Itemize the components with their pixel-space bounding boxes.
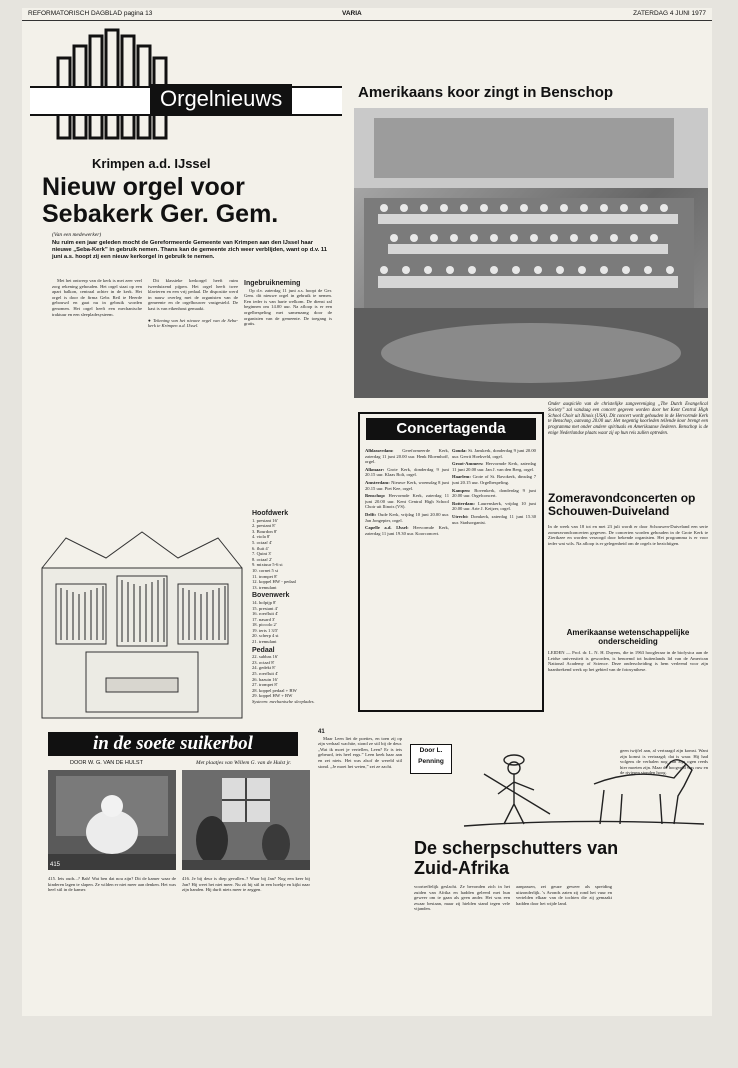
agenda-entry <box>452 461 536 472</box>
serial-column <box>318 730 402 1006</box>
concertagenda-box <box>358 412 544 712</box>
agenda-entry <box>452 501 536 512</box>
hoofdwerk-title: Hoofdwerk <box>252 510 289 517</box>
suikerbol-author: DOOR W. G. VAN DE HULST <box>70 760 143 766</box>
stop-item: 2. prestant 8' <box>252 523 276 529</box>
agenda-entry <box>452 474 536 485</box>
agenda-entry <box>452 514 536 525</box>
stop-item: 13. tremulant <box>252 584 277 590</box>
suikerbol-illus: Met plaatjes van Willem G. van de Hulst jr. <box>196 760 292 766</box>
stop-item: 24. gedekt 8' <box>252 665 276 671</box>
stop-item: 19. terts 1 3/5' <box>252 627 279 633</box>
agenda-place: Alblasserdam: <box>365 448 403 453</box>
agenda-entry <box>365 512 449 523</box>
orgelnieuws-logo <box>30 26 342 150</box>
concertagenda-column-2 <box>452 448 536 704</box>
stop-item: 10. cornet 5 st <box>252 567 279 573</box>
agenda-place: Amsterdam: <box>365 479 392 485</box>
organ-drawing <box>36 528 248 724</box>
concertagenda-title: Concertagenda <box>366 418 536 440</box>
stop-item: 23. octaaf 8' <box>252 659 275 665</box>
dispositie-list <box>252 508 332 720</box>
agenda-details: St. Janskerk, donderdag 9 juni 20.00 uur. Gerrit Hoekveld, orgel. <box>452 448 536 459</box>
stop-item: 1. prestant 16' <box>252 517 278 523</box>
agenda-details: Gereformeerde Kerk, zaterdag 11 juni 20.00 uur. Henk Bloemhoff, orgel. <box>365 448 449 465</box>
agenda-entry <box>365 467 449 478</box>
ingebruikneming-text: Op d.v. zaterdag 11 juni a.s. hoopt de Ger. Gem. dit nieuwe orgel in gebruik te nemen. Een ieder is van harte welkom. De dienst zal beginnen om 14.00 uur. Na afloop is er een orgelbespeling met samenzang door de organisten van de gemeente. De toegang is gratis. <box>244 287 332 327</box>
stop-item: 9. mixtuur 5-6 st <box>252 562 283 568</box>
stop-item: 3. Bourdon 8' <box>252 528 277 534</box>
agenda-place: Capelle a.d. IJssel: <box>365 525 414 531</box>
bullet-icon: ● <box>148 317 154 323</box>
serial-number: 41 <box>318 729 325 735</box>
agenda-place: Utrecht: <box>452 513 471 519</box>
agenda-details: Bovenkerk, donderdag 9 juni 20.00 uur. Orgelconcert. <box>452 487 536 499</box>
picture-number: 415 <box>50 862 61 868</box>
agenda-place: Haarlem: <box>452 474 473 480</box>
stop-item: 5. octaaf 4' <box>252 539 273 545</box>
orgel-headline: Nieuw orgel voor Sebakerk Ger. Gem. <box>42 173 279 228</box>
orgel-drawing-caption <box>148 318 238 329</box>
agenda-details: Laurenskerk, vrijdag 10 juni 20.00 uur. Arie J. Keijzer, orgel. <box>452 500 536 512</box>
issue-date: ZATERDAG 4 JUNI 1977 <box>633 10 706 17</box>
agenda-entry <box>365 493 449 510</box>
stop-item: 8. octaaf 2' <box>252 556 273 562</box>
agenda-place: Rotterdam: <box>452 500 479 506</box>
agenda-place: Alkmaar: <box>365 466 388 472</box>
dispositie-note: Systeem: mechanische sleeplades. <box>252 699 315 704</box>
paper-name: REFORMATORISCH DAGBLAD pagina 13 <box>28 10 153 17</box>
hoofdwerk-stops <box>252 518 332 591</box>
stop-item: 14. holpijp 8' <box>252 599 277 605</box>
zomer-text: In de week van 18 tot en met 23 juli wordt er door Schouwen-Duiveland een serie zomeravondconcerten gegeven. De concerten worden gehouden in de Grote Kerk te Zierikzee en worden verzorgd door bekende organisten. Het programma is er voor ieder wat wils. Na afloop is er gelegenheid om de orgels te bezichtigen. <box>548 524 708 546</box>
stop-item: 16. roerfluit 4' <box>252 611 279 617</box>
agenda-place: Benschop: <box>365 493 389 499</box>
badge-top: Door L. <box>419 747 443 754</box>
masthead <box>22 8 712 21</box>
agenda-entry <box>365 448 449 465</box>
agenda-details: Domkerk, zaterdag 11 juni 15.30 uur. Stadsorganist. <box>452 513 536 525</box>
choir-photo-image <box>354 108 708 398</box>
orgel-column-1 <box>52 278 142 508</box>
stop-item: 26. bazuin 16' <box>252 676 278 682</box>
agenda-entry <box>365 480 449 491</box>
window-figures-illustration <box>182 770 310 870</box>
wetenschap-headline: Amerikaanse wetenschappelijke onderscheiding <box>566 628 690 646</box>
newspaper-page <box>22 8 712 1016</box>
orgel-column-2 <box>148 278 238 508</box>
orgel-col2-text: Dit klassieke kerkorgel heeft ruim tweeduizend pijpen. Het orgel heeft twee klavieren en een vrij pedaal. De dispositie werd in nauw overleg met de organisten van de gemeente en de orgelbouwer vastgesteld. De kast is van eikenhout gemaakt. <box>148 278 238 311</box>
stop-item: 21. tremulant <box>252 639 277 645</box>
suikerbol-column-2: 416. Je bij deur is diep gevallen..? Waar bij Jan? Nog een keer bij Jan? Hij weet het niet meer. Nu zit hij stil in een hoekje en kijkt naar zijn handen. Hij durft niets meer te zeggen. <box>182 876 310 893</box>
stop-item: 27. trompet 8' <box>252 682 278 688</box>
badge-name: Penning <box>418 758 444 765</box>
agenda-entry <box>365 525 449 536</box>
orgel-intro: Nu ruim een jaar geleden mocht de Gereformeerde Gemeente van Krimpen aan den IJssel haar nieuwe „Seba-Kerk” in gebruik nemen. Thans kan de gemeente zich weer verblijden, want op d.v. 11 juni a.s. hoopt zij een nieuw kerkorgel in gebruik te nemen. <box>52 240 328 260</box>
organ-drawing-icon <box>36 528 248 724</box>
bovenwerk-stops <box>252 600 332 645</box>
agenda-place: Delft: <box>365 511 378 517</box>
stop-item: 4. viola 8' <box>252 534 271 540</box>
stop-item: 11. trompet 8' <box>252 573 278 579</box>
pedaal-stops <box>252 654 332 699</box>
suikerbol-picture-1 <box>48 770 176 870</box>
stop-item: 7. Quint 3' <box>252 551 272 557</box>
zomer-headline: Zomeravondconcerten op Schouwen-Duiveland <box>548 491 696 518</box>
suikerbol-picture-2 <box>182 770 310 870</box>
orgel-col1-text: Met het ontwerp van de kerk is met zeer veel zorg rekening gehouden. Het orgel staat op een apart balkon, centraal achter in de kerk. Het orgel is door de firma Gebr. Reil te Heerde gebouwd en gaat nu in gebruik worden genomen. Het orgel heeft een mechanische traktuur en een sleepladesysteem. <box>52 278 142 317</box>
orgel-column-3 <box>244 278 332 508</box>
agenda-place: Groot-Ammers: <box>452 461 486 467</box>
koor-caption: Onder auspiciën van de christelijke zangvereniging „The Dutch Evangelical Society” zal vandaag een concert gegeven worden door het Kent Central High School Choir uit Ilinois (USA). Dit concert wordt gehouden in de Hervormde Kerk te Benschop, aanvang 20.00 uur. Het negentig koorleden tellende koor brengt een programma met onder andere spirituals en Amerikaanse liederen. Benschop is de enige Nederlandse plaats waar zij op hun reis zullen optreden. <box>548 402 708 436</box>
agenda-details: Hervormde Kerk, zaterdag 11 juni 20.00 uur. Kent Central High School Choir uit Ilinois (VS). <box>365 493 449 510</box>
agenda-details: Oude Kerk, vrijdag 10 juni 20.00 uur. Jan Jongepier, orgel. <box>365 511 449 523</box>
agenda-details: Nieuwe Kerk, woensdag 8 juni 20.15 uur. Piet Kee, orgel. <box>365 479 449 491</box>
caption-text: Tekening van het nieuwe orgel van de Seba-kerk te Krimpen a.d. IJssel. <box>148 317 238 329</box>
agenda-details: Hervormde Kerk, zaterdag 11 juni 19.30 uur. Koorconcert. <box>365 525 449 536</box>
agenda-place: Kampen: <box>452 487 475 493</box>
stop-item: 17. nasard 3' <box>252 616 276 622</box>
scherpschutters-column-3: geen twijfel aan, al vertraagd zijn komst. Want zijn komst is vertraagd; dat is waar. Hij had volgens de verhalen nog van zijn ogen reeds hier moeten zijn. Maar de hoogveld was ruw en de rivieren stonden hoog. <box>620 748 708 776</box>
agenda-entry <box>452 448 536 459</box>
ingebruikneming-title: Ingebruikneming <box>244 280 301 287</box>
stop-item: 6. fluit 4' <box>252 545 269 551</box>
suikerbol-column-1: 415. Iets ouds...? Bah! Wat ben dat nou zijn? Dit de kamer waar de kinderen lagen te slapen. Ze wilden er niet meer aan denken. Het was heel stil in de kamer. <box>48 876 176 893</box>
orgel-kicker: Krimpen a.d. IJssel <box>92 156 211 171</box>
author-badge <box>410 744 452 774</box>
agenda-details: Hervormde Kerk, zaterdag 11 juni 20.00 uur. Jan J. van den Berg, orgel. <box>452 461 536 472</box>
suikerbol-banner: in de soete suikerbol <box>48 732 298 756</box>
koor-photo <box>354 108 708 398</box>
pedaal-title: Pedaal <box>252 646 275 654</box>
stop-item: 20. scherp 4 st <box>252 633 279 639</box>
bovenwerk-title: Bovenwerk <box>252 592 290 600</box>
orgel-byline: (Van een medewerker) <box>52 232 102 238</box>
agenda-entry <box>452 488 536 499</box>
stop-item: 25. roerfluit 4' <box>252 671 279 677</box>
wetenschap-text: LEIDEN — Prof. dr. L. N. H. Duyens, die in 1963 hoogleraar in de biofysica aan de Leidse universiteit is geworden, is benoemd tot buitenlands lid van de American National Academy of Science. Deze onderscheiding is hem verleend voor zijn baanbrekend werk op het gebied van de fotosynthese. <box>548 650 708 672</box>
scherpschutters-column-1: voortreffelijk geslacht. Ze bevonden zich in het zuiden van Afrika en hadden geleerd met hun geweer om te gaan als geen ander. Het was een zwaar bestaan, maar zij hielden stand tegen vele vijanden. <box>414 884 510 912</box>
stop-item: 22. subbas 16' <box>252 654 278 660</box>
stop-item: 29. koppel HW + BW <box>252 693 293 699</box>
concertagenda-column-1 <box>365 448 449 704</box>
child-sitting-illustration <box>48 770 176 870</box>
agenda-details: Grote Kerk, donderdag 9 juni 20.15 uur. Klaas Bolt, orgel. <box>365 466 449 478</box>
orgelnieuws-label: Orgelnieuws <box>150 84 292 114</box>
stop-item: 28. koppel pedaal + BW <box>252 687 297 693</box>
koor-headline: Amerikaans koor zingt in Benschop <box>358 84 614 101</box>
agenda-details: Grote of St. Bavokerk, dinsdag 7 juni 20.15 uur. Orgelbespeling. <box>452 474 536 485</box>
scherpschutters-headline: De scherpschutters van Zuid-Afrika <box>414 838 619 878</box>
scherpschutters-column-2: aanpassen, zei geuze geweer als spreiding uitzonderlijk. 's Avonds zaten zij rond het vuur en vertelden elkaar van de tochten die zij gemaakt hadden door het wijde land. <box>516 884 612 906</box>
section-name: VARIA <box>342 10 362 17</box>
stop-item: 15. prestant 4' <box>252 605 278 611</box>
agenda-place: Gouda: <box>452 448 469 453</box>
serial-text: Maar Leen liet de poeties, en toen zij op zijn verhaal wachtte, stond ze stil bij de deur. „Wat ik moet je vertellen, Leen? Er is iets gebeurd, iets heel ergs.” Leen keek haar aan en zei niets. Het was alsof de wereld stil stond. „Je moet het weten,” zei ze zacht. <box>318 735 402 769</box>
stop-item: 12. koppel HW - pedaal <box>252 579 296 585</box>
stop-item: 18. piccolo 2' <box>252 622 277 628</box>
